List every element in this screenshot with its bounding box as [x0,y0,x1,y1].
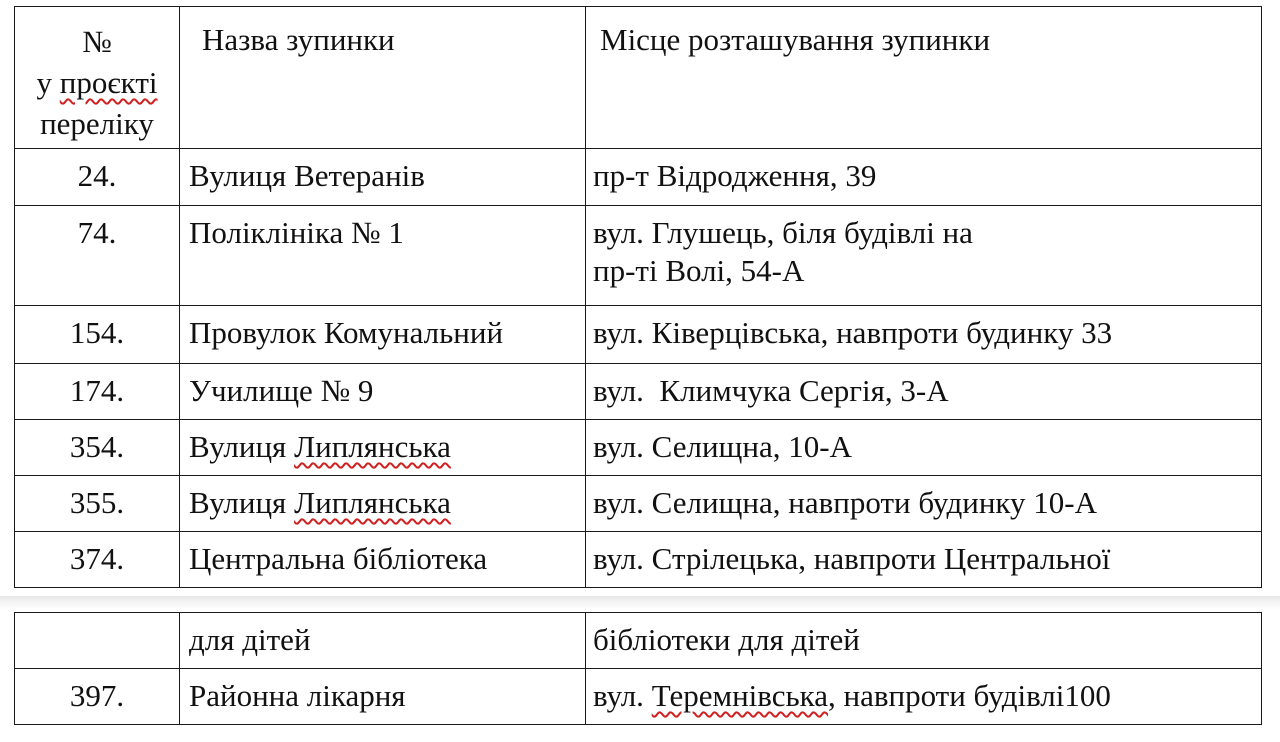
row-place-prefix: вул. [593,678,652,713]
row-name: Училище № 9 [189,373,374,408]
header-number-word-2: проєкті [59,65,158,100]
table-row [15,306,1262,364]
header-place-text: Місце розташування зупинки [600,22,991,57]
row-name: Вулиця Ветеранів [189,158,425,193]
row-name-cell [180,306,586,364]
header-name-text: Назва зупинки [202,22,395,57]
header-number-cell [15,7,180,149]
row-name-cell [180,613,586,669]
row-place-cell [586,206,1262,306]
header-number-word-1: у [36,65,60,100]
row-number: 24. [77,158,117,193]
row-place-line-1: вул. Глушець, біля будівлі на [593,215,973,250]
row-place-cell [586,364,1262,420]
row-name: для дітей [189,622,311,657]
row-name-prefix: Вулиця [189,485,295,520]
row-place: вул. Стрілецька, навпроти Центральної [593,541,1111,576]
row-name: Районна лікарня [189,678,406,713]
table-row [15,206,1262,306]
stops-table-page-2 [14,612,1262,725]
row-number-cell [15,149,180,206]
table-row [15,364,1262,420]
table-row [15,149,1262,206]
row-place: пр-т Відродження, 39 [593,158,877,193]
row-name-prefix: Вулиця [189,429,295,464]
stops-table-page-1 [14,6,1262,588]
row-name-cell [180,364,586,420]
row-name-cell [180,206,586,306]
row-number-cell [15,669,180,725]
row-number: 354. [69,429,125,464]
row-place-cell [586,532,1262,588]
row-place-word: Теремнівська [651,678,828,713]
row-number-cell [15,532,180,588]
row-place-cell [586,420,1262,476]
row-name-cell [180,532,586,588]
header-place-cell [586,7,1262,149]
row-number-cell [15,420,180,476]
row-number: 174. [69,373,125,408]
row-name-word: Липлянська [294,485,451,520]
table-row [15,669,1262,725]
row-number: 74. [77,215,117,250]
header-name-cell [180,7,586,149]
row-place-cell [586,669,1262,725]
row-number-cell [15,306,180,364]
row-number [15,613,179,629]
row-number-cell [15,206,180,306]
row-name: Провулок Комунальний [189,315,504,350]
table-row [15,476,1262,532]
row-name-cell [180,420,586,476]
row-name: Поліклініка № 1 [189,215,404,250]
row-number: 355. [69,485,125,520]
table-row-continuation [15,613,1262,669]
row-place: вул. Климчука Сергія, 3-А [593,373,949,408]
row-name: Центральна бібліотека [189,541,488,576]
page-break-divider [0,596,1280,610]
row-number-cell [15,364,180,420]
row-number: 374. [69,541,125,576]
row-place: бібліотеки для дітей [593,622,860,657]
row-place: вул. Селищна, 10-А [593,429,852,464]
header-number-word-3: переліку [40,106,154,141]
table-row [15,532,1262,588]
row-name-cell [180,476,586,532]
row-place-suffix: , навпроти будівлі100 [828,678,1111,713]
row-number-cell [15,476,180,532]
row-place-cell [586,306,1262,364]
row-place: вул. Селищна, навпроти будинку 10-А [593,485,1098,520]
row-number: 397. [69,678,125,713]
row-place: вул. Ківерцівська, навпроти будинку 33 [593,315,1113,350]
row-name-cell [180,149,586,206]
number-sign: № [82,24,112,59]
table-row [15,420,1262,476]
row-number-cell [15,613,180,669]
row-name-cell [180,669,586,725]
row-place-cell [586,613,1262,669]
row-place-line-2: пр-ті Волі, 54-А [593,253,805,288]
row-place-cell [586,476,1262,532]
row-number: 154. [69,315,125,350]
row-place-cell [586,149,1262,206]
row-name-word: Липлянська [294,429,451,464]
header-row [15,7,1262,149]
